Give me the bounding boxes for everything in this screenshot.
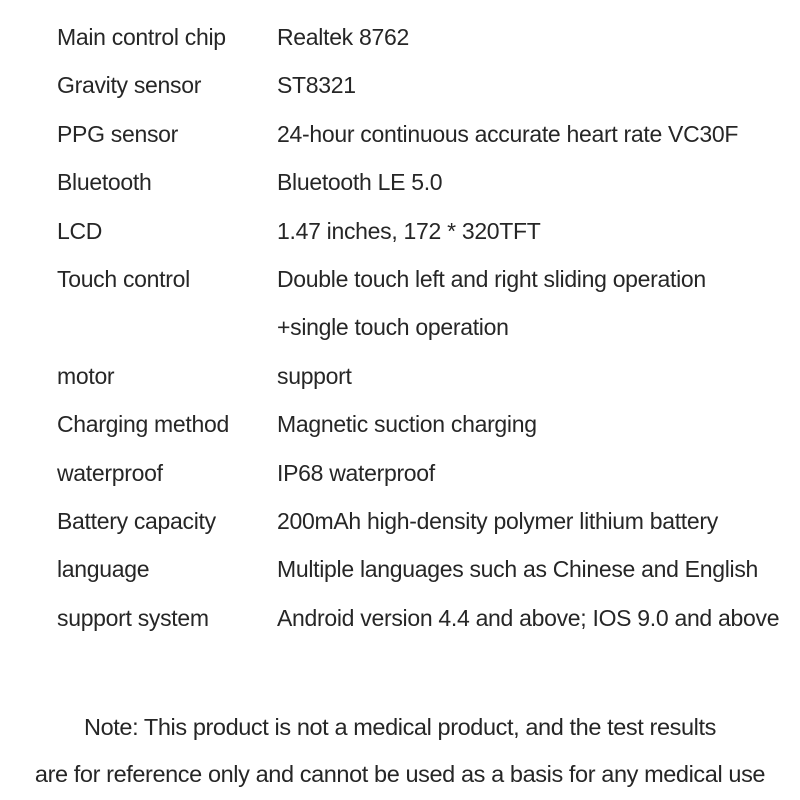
spec-value: IP68 waterproof	[277, 459, 435, 486]
spec-label: Charging method	[57, 411, 229, 438]
spec-label: Bluetooth	[57, 169, 152, 196]
spec-row-language	[57, 545, 767, 593]
spec-label: Battery capacity	[57, 508, 216, 535]
spec-label: motor	[57, 362, 115, 389]
spec-value: ST8321	[277, 72, 356, 99]
spec-label: waterproof	[57, 459, 163, 486]
spec-value: support	[277, 362, 352, 389]
spec-value: Realtek 8762	[277, 24, 409, 50]
spec-value: Bluetooth LE 5.0	[277, 169, 443, 196]
spec-value-stack	[277, 255, 706, 352]
spec-row-ppg-sensor	[57, 110, 767, 158]
spec-value: Magnetic suction charging	[277, 411, 537, 438]
spec-row-support-system	[57, 594, 780, 642]
spec-row-bluetooth	[57, 158, 767, 206]
spec-row-lcd	[57, 207, 767, 255]
spec-row-battery-capacity	[57, 497, 767, 545]
spec-table	[57, 13, 780, 642]
disclaimer-note-line2: are for reference only and cannot be used as a basis for any medical use	[34, 761, 766, 787]
spec-value: Android version 4.4 and above; IOS 9.0 and above	[277, 604, 780, 631]
spec-row-waterproof	[57, 449, 767, 497]
spec-value-continued: +single touch operation	[277, 314, 509, 341]
spec-row-gravity-sensor	[57, 61, 767, 109]
disclaimer-note	[0, 704, 800, 798]
spec-row-charging-method	[57, 400, 767, 448]
disclaimer-note-line1: Note: This product is not a medical product, and the test results	[84, 714, 716, 740]
spec-value: Double touch left and right sliding operation	[277, 266, 706, 293]
spec-label: Touch control	[57, 266, 190, 293]
spec-label: LCD	[57, 217, 103, 244]
spec-label: Gravity sensor	[57, 72, 202, 99]
spec-value: 1.47 inches, 172 * 320TFT	[277, 217, 541, 244]
spec-row-touch-control	[57, 255, 767, 352]
spec-label: support system	[57, 604, 209, 631]
spec-row-main-control-chip	[57, 13, 767, 61]
spec-row-motor	[57, 352, 767, 400]
spec-label: language	[57, 556, 150, 583]
spec-value: 200mAh high-density polymer lithium battery	[277, 508, 718, 535]
spec-value: 24-hour continuous accurate heart rate VC30F	[277, 120, 739, 147]
spec-label: Main control chip	[57, 24, 226, 50]
spec-value: Multiple languages such as Chinese and English	[277, 556, 759, 583]
spec-label: PPG sensor	[57, 120, 178, 147]
